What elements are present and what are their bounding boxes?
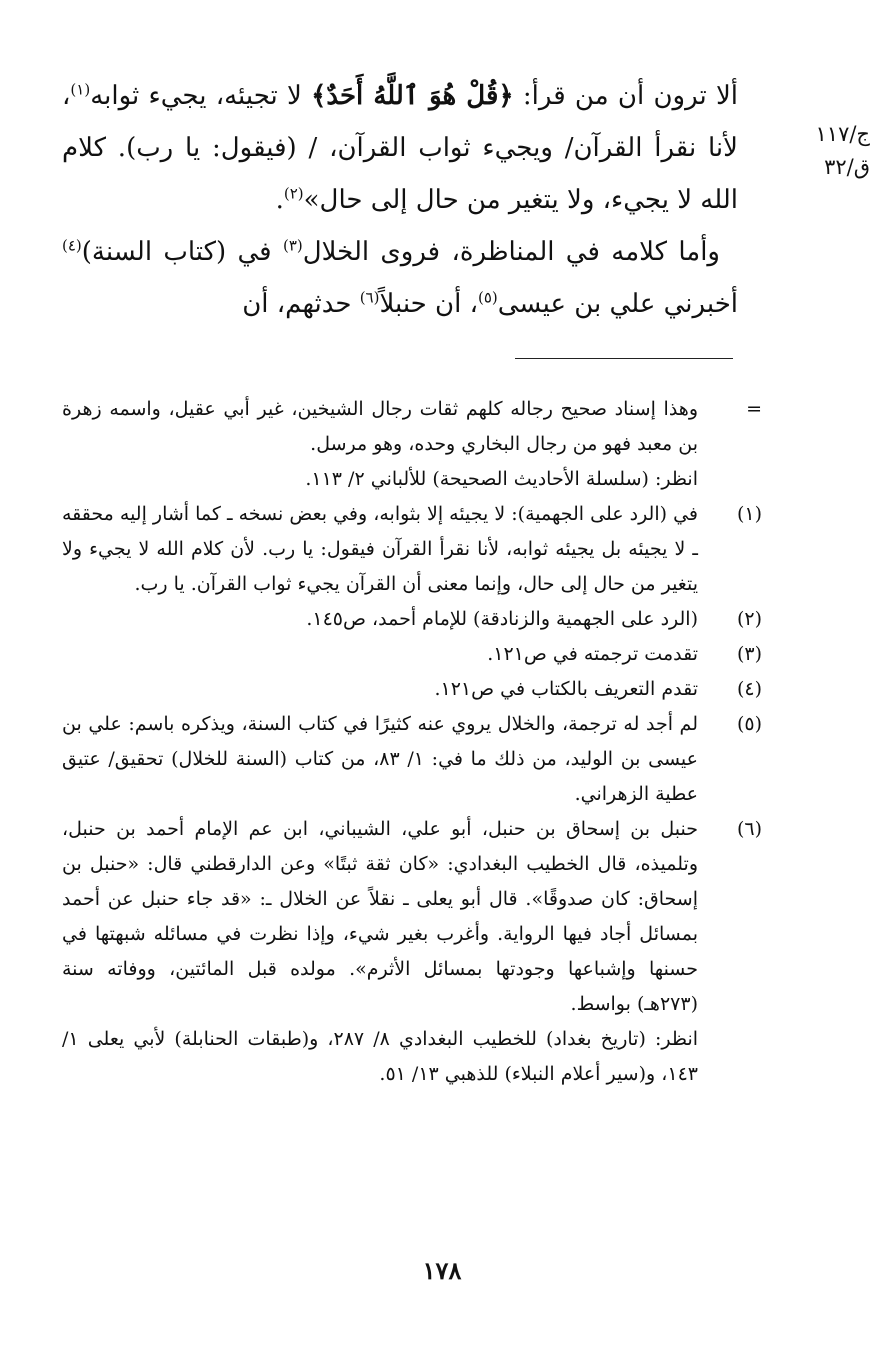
manuscript-margin-reference <box>808 118 870 184</box>
footnote-number: (٥) <box>736 713 762 735</box>
footnote-text: انظر: (سلسلة الأحاديث الصحيحة) للألباني ٢/ ١١٣. <box>305 468 698 490</box>
footnote-text: (الرد على الجهمية والزنادقة) للإمام أحمد، ص١٤٥. <box>306 608 698 630</box>
footnote-text: تقدم التعريف بالكتاب في ص١٢١. <box>434 678 698 700</box>
footnote-number: = <box>746 398 762 420</box>
footnote-5 <box>62 707 762 812</box>
footnote-2 <box>62 602 762 637</box>
footnote-number: (١) <box>736 503 762 525</box>
main-paragraph-2: وأما كلامه في المناظرة، فروى الخلال$^{(٣)}$ في (كتاب السنة)$^{(٤)}$ أخبرني علي بن عيسى$^{(٥)}$، أن حنبلاً$^{(٦)}$ حدثهم، أن <box>62 236 738 319</box>
footnote-text: لم أجد له ترجمة، والخلال يروي عنه كثيرًا في كتاب السنة، ويذكره باسم: علي بن عيسى بن الوليد، من ذلك ما في: ١/ ٨٣، من كتاب (السنة للخلال) تحقيق/ عتيق عطية الزهراني. <box>62 713 698 805</box>
footnote-text: في (الرد على الجهمية): لا يجيئه إلا بثوابه، وفي بعض نسخه ـ كما أشار إليه محققه ـ لا يجيئه بل يجيئه ثوابه، لأنا نقرأ القرآن فيقول: يا رب. لأن كلام الله لا يجيء ولا يتغير من حال إلى حال، وإنما معنى أن القرآن يجيء ثواب القرآن. يا رب. <box>62 503 698 595</box>
page-number: ١٧٨ <box>422 1256 462 1285</box>
footnote-number: (٣) <box>736 643 762 665</box>
footnote-number <box>698 1022 762 1092</box>
footnote-text: وهذا إسناد صحيح رجاله كلهم ثقات رجال الشيخين، غير أبي عقيل، واسمه زهرة بن معبد فهو من رجال البخاري وحده، وهو مرسل. <box>62 398 698 455</box>
footnote-ref-5: (٥) <box>477 288 498 307</box>
footnote-number: (٤) <box>736 678 762 700</box>
footnote-number <box>698 462 762 497</box>
footnote-3 <box>62 637 762 672</box>
footnotes <box>62 392 762 1092</box>
footnote-ref-2: (٢) <box>283 184 304 203</box>
footnote-continuation <box>62 392 762 462</box>
footnote-continuation-ref <box>62 462 762 497</box>
footnote-ref-1: (١) <box>70 80 91 99</box>
footnote-separator <box>515 358 733 359</box>
main-text <box>62 70 738 330</box>
footnote-1 <box>62 497 762 602</box>
footnote-ref-6: (٦) <box>359 288 380 307</box>
main-paragraph-1: ألا ترون أن من قرأ: ﴿قُلْ هُوَ ٱللَّهُ أَحَدٌ﴾ لا تجيئه، يجيء ثوابه$^{(١)}$، لأنا نقرأ القرآن/ ويجيء ثواب القرآن، / (فيقول: يا رب). كلام الله لا يجيء، ولا يتغير من حال إلى حال»$^{(٢)}$. <box>62 80 738 215</box>
footnote-4 <box>62 672 762 707</box>
footnote-number: (٦) <box>736 818 762 840</box>
footnote-ref-4: (٤) <box>62 236 82 255</box>
footnote-text: حنبل بن إسحاق بن حنبل، أبو علي، الشيباني، ابن عم الإمام أحمد بن حنبل، وتلميذه، قال الخطيب البغدادي: «كان ثقة ثبتًا» وعن الدارقطني قال: «حنبل بن إسحاق: كان صدوقًا». قال أبو يعلى ـ نقلاً عن الخلال ـ: «قد جاء حنبل عن أحمد بمسائل أجاد فيها الرواية. وأغرب بغير شيء، وإذا نظرت في مسائله شبهتها في حسنها وإشباعها وجودتها بمسائل الأثرم». مولده قبل المائتين، ووفاته سنة (٢٧٣هـ) بواسط. <box>62 818 698 1015</box>
margin-ref-q: ق/٣٢ <box>824 155 870 179</box>
footnote-6-ref <box>62 1022 762 1092</box>
quran-verse: ﴿قُلْ هُوَ ٱللَّهُ أَحَدٌ﴾ <box>311 81 514 111</box>
footnote-number: (٢) <box>736 608 762 630</box>
footnote-text: تقدمت ترجمته في ص١٢١. <box>487 643 698 665</box>
footnote-text: انظر: (تاريخ بغداد) للخطيب البغدادي ٨/ ٢٨٧، و(طبقات الحنابلة) لأبي يعلى ١/ ١٤٣، و(سير أعلام النبلاء) للذهبي ١٣/ ٥١. <box>62 1028 699 1085</box>
footnote-6 <box>62 812 762 1022</box>
footnote-ref-3: (٣) <box>282 236 303 255</box>
margin-ref-j: ج/١١٧ <box>815 122 870 146</box>
